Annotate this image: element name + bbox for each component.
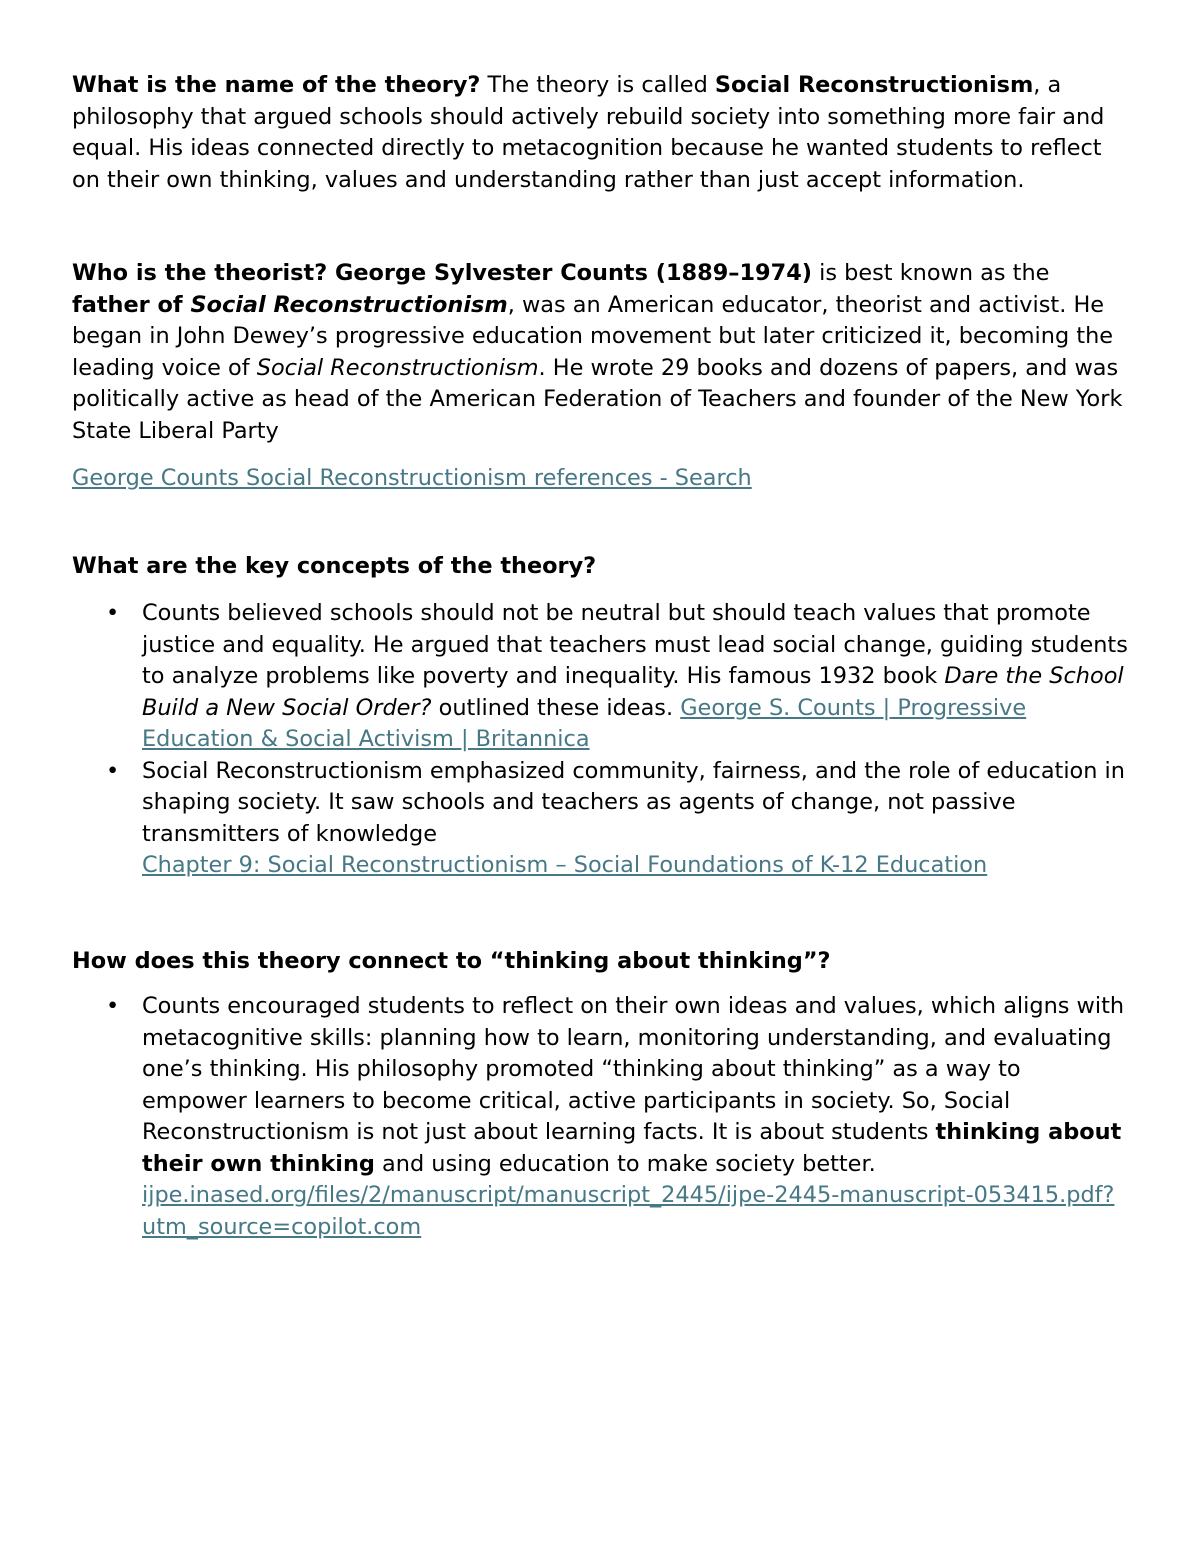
father-of-label: father of Social Reconstructionism [72,291,508,318]
book-title: Dare the School Build a New Social Order? [142,663,1124,721]
theorist-question: Who is the theorist? George Sylvester Counts (1889–1974) [72,260,813,286]
thinking-heading: How does this theory connect to “thinking about thinking”? [72,947,831,974]
theory-name-question: What is the name of the theory? [72,72,481,98]
ijpe-link[interactable]: ijpe.inased.org/files/2/manuscript/manuscript_2445/ijpe-2445-manuscript-053415.pdf?utm_source=copilot.com [142,1182,1115,1240]
references-link-paragraph [72,463,1128,495]
key-concepts-heading: What are the key concepts of the theory? [72,552,597,579]
references-search-link[interactable]: George Counts Social Reconstructionism references - Search [72,465,752,491]
bullet-icon: • [106,757,120,784]
chapter-9-link[interactable]: Chapter 9: Social Reconstructionism – Social Foundations of K-12 Education [142,852,988,878]
list-item: • Counts believed schools should not be neutral but should teach values that promote justice and equality. He argued that teachers must lead social change, guiding students to analyze problems like poverty and inequality. His famous 1932 book Dare the School Build a New Social Order? outlined these ideas. George S. Counts | Progressive Education & Social Activism | Britannica [106,600,1128,752]
list-item: • Social Reconstructionism emphasized community, fairness, and the role of education in shaping society. It saw schools and teachers as agents of change, not passive transmitters of knowledge Chapter 9: Social Reconstructionism – Social Foundations of K-12 Education [106,757,1125,878]
theory-name: Social Reconstructionism [714,72,1034,98]
thinking-bold: thinking about their own thinking [142,1119,1122,1177]
bullet-icon: • [106,993,120,1019]
theory-name-paragraph: What is the name of the theory? The theory is called Social Reconstructionism, a philosophy that argued schools should actively rebuild society into something more fair and equal. His ideas connected directly to metacognition because he wanted students to reflect on their own thinking, values and understanding rather than just accept information. [72,72,1105,193]
bullet-icon: • [106,600,120,626]
list-item: • Counts encouraged students to reflect on their own ideas and values, which aligns with metacognitive skills: planning how to learn, monitoring understanding, and evaluating one’s thinking. His philosophy promoted “thinking about thinking” as a way to empower learners to become critical, active participants in society. So, Social Reconstructionism is not just about learning facts. It is about students thinking about their own thinking and using education to make society better. ijpe.inased.org/files/2/manuscript/manuscript_2445/ijpe-2445-manuscript-053415.pdf?utm_source=copilot.com [106,993,1125,1240]
britannica-link[interactable]: George S. Counts | Progressive Education & Social Activism | Britannica [142,694,1027,752]
thinking-list [72,991,1128,1243]
key-concepts-list [72,598,1128,882]
theorist-paragraph: Who is the theorist? George Sylvester Counts (1889–1974) is best known as the father of Social Reconstructionism, was an American educator, theorist and activist. He began in John Dewey’s progressive education movement but later criticized it, becoming the leading voice of Social Reconstructionism. He wrote 29 books and dozens of papers, and was politically active as head of the American Federation of Teachers and founder of the New York State Liberal Party [72,260,1123,444]
